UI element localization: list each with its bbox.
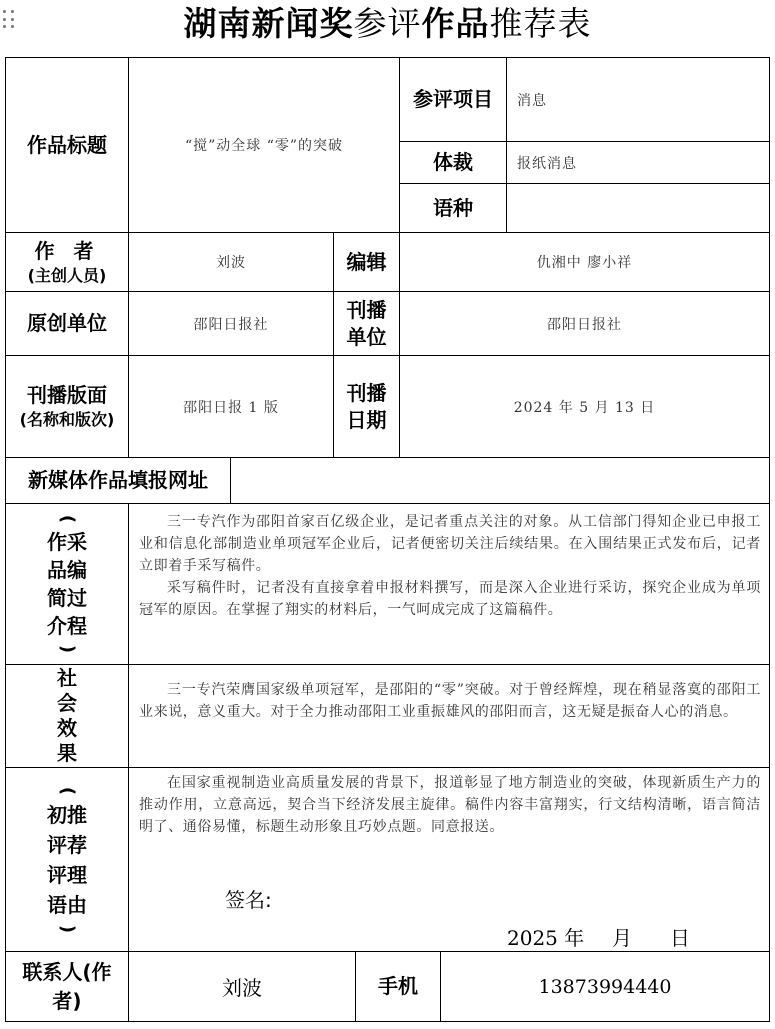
pub-page-label-cell xyxy=(5,355,129,458)
phone-label-cell xyxy=(355,951,441,1022)
editor-label: 编辑 xyxy=(346,249,387,274)
review-label-line-3: 评理 xyxy=(47,862,87,887)
new-media-url-label: 新媒体作品填报网址 xyxy=(28,468,208,492)
process-paragraph-2: 采写稿件时，记者没有直接拿着申报材料撰写，而是深入企业进行采访，探究企业成为单项冠军的原因。在掌握了翔实的材料后，一气呵成完成了这篇稿件。 xyxy=(139,580,761,618)
origin-unit-label-cell xyxy=(5,291,129,356)
pub-page-value-cell[interactable] xyxy=(128,355,334,458)
title-part-2: 参评 xyxy=(353,4,422,43)
language-value-cell[interactable] xyxy=(506,183,770,233)
editor-value-cell[interactable] xyxy=(399,232,770,292)
work-title-value: “搅”动全球 “零”的突破 xyxy=(184,138,344,154)
author-value: 刘波 xyxy=(216,255,246,271)
review-label-line-4: 语由 xyxy=(47,892,87,917)
genre-value: 报纸消息 xyxy=(517,155,577,172)
work-title-label: 作品标题 xyxy=(27,132,107,157)
project-label-cell xyxy=(399,57,507,142)
contact-label: 联系人(作者) xyxy=(22,959,112,1013)
genre-label-cell xyxy=(399,141,507,184)
project-label: 参评项目 xyxy=(413,87,493,111)
language-label-cell xyxy=(399,183,507,233)
pub-date-value: 2024 年 5 月 13 日 xyxy=(513,399,656,416)
origin-unit-label: 原创单位 xyxy=(27,311,107,335)
page-title xyxy=(0,0,775,48)
open-paren: ( xyxy=(56,786,78,795)
effect-label-line-1: 社 xyxy=(57,666,77,690)
pub-unit-value: 邵阳日报社 xyxy=(547,316,622,333)
new-media-url-value-cell[interactable] xyxy=(230,457,770,504)
origin-unit-value-cell[interactable] xyxy=(128,291,334,356)
contact-name-cell[interactable] xyxy=(128,951,356,1022)
close-paren: ) xyxy=(56,924,78,933)
process-label-line-4: 介程 xyxy=(47,614,87,638)
process-label-line-2: 品编 xyxy=(47,558,87,582)
pub-page-label: 刊播版面 xyxy=(27,383,107,408)
process-label-line-3: 简过 xyxy=(47,586,87,610)
pub-date-label-cell xyxy=(333,355,400,458)
project-value: 消息 xyxy=(517,93,547,109)
effect-label-cell xyxy=(5,664,129,768)
effect-label-line-2: 会 xyxy=(57,691,77,715)
phone-label: 手机 xyxy=(378,974,418,998)
author-value-cell[interactable] xyxy=(128,232,334,292)
pub-date-value-cell[interactable] xyxy=(399,355,770,458)
close-paren: ) xyxy=(56,644,78,654)
work-title-value-cell[interactable] xyxy=(128,57,400,233)
process-label-cell xyxy=(5,503,129,665)
work-title-label-cell xyxy=(5,57,129,233)
signature-label: 签名: xyxy=(225,888,272,912)
process-paragraph-1: 三一专汽作为邵阳首家百亿级企业，是记者重点关注的对象。从工信部门得知企业已申报工业和信息化部制造业单项冠军企业后，记者便密切关注后续结果。在入围结果正式发布后，记者立即着手采写稿件。 xyxy=(139,514,761,574)
pub-unit-label-cell xyxy=(333,291,400,356)
review-paragraph-1: 在国家重视制造业高质量发展的背景下，报道彰显了地方制造业的突破，体现新质生产力的推动作用，立意高远，契合当下经济发展主旋律。稿件内容丰富翔实，行文结构清晰，语言简洁明了、通俗易懂，标题生动形象且巧妙点题。同意报送。 xyxy=(139,775,761,835)
editor-value: 仇湘中 廖小祥 xyxy=(536,255,633,271)
title-part-3: 作品 xyxy=(421,4,490,43)
review-label-line-1: 初推 xyxy=(47,802,87,827)
review-label-cell xyxy=(5,767,129,952)
title-part-1: 湖南新闻奖 xyxy=(183,4,354,43)
pub-unit-value-cell[interactable] xyxy=(399,291,770,356)
pub-page-value: 邵阳日报 1 版 xyxy=(183,399,279,416)
review-label-line-2: 评荐 xyxy=(47,832,87,857)
review-date-day: 日 xyxy=(670,926,690,950)
review-date-month: 月 xyxy=(612,926,632,950)
effect-paragraph-1: 三一专汽荣膺国家级单项冠军，是邵阳的“零”突破。对于曾经辉煌，现在稍显落寞的邵阳工业来说，意义重大。对于全力推动邵阳工业重振雄风的邵阳而言，这无疑是振奋人心的消息。 xyxy=(139,682,761,720)
new-media-url-label-cell xyxy=(5,457,231,504)
open-paren: ( xyxy=(56,514,78,524)
author-label: 作 者 xyxy=(34,238,100,263)
author-sub-label: (主创人员) xyxy=(27,265,107,285)
editor-label-cell xyxy=(333,232,400,292)
pub-page-sub-label: (名称和版次) xyxy=(19,410,115,430)
genre-value-cell[interactable] xyxy=(506,141,770,184)
effect-label-line-4: 果 xyxy=(57,741,77,765)
author-label-cell xyxy=(5,232,129,292)
contact-name: 刘波 xyxy=(222,976,262,1000)
effect-label-line-3: 效 xyxy=(57,716,77,740)
review-date-year: 2025 年 xyxy=(507,926,585,950)
language-label: 语种 xyxy=(433,195,473,220)
phone-value-cell[interactable] xyxy=(440,951,770,1022)
title-part-4: 推荐表 xyxy=(489,4,592,43)
contact-label-cell xyxy=(5,951,129,1022)
effect-text-cell[interactable] xyxy=(128,664,770,768)
pub-unit-label: 刊播 单位 xyxy=(346,297,387,349)
pub-date-label: 刊播 日期 xyxy=(346,380,387,432)
process-label-line-1: 作采 xyxy=(47,530,87,554)
process-text-cell[interactable] xyxy=(128,503,770,665)
project-value-cell[interactable] xyxy=(506,57,770,142)
phone-value: 13873994440 xyxy=(538,975,672,998)
genre-label: 体裁 xyxy=(433,150,473,174)
origin-unit-value: 邵阳日报社 xyxy=(193,316,269,333)
